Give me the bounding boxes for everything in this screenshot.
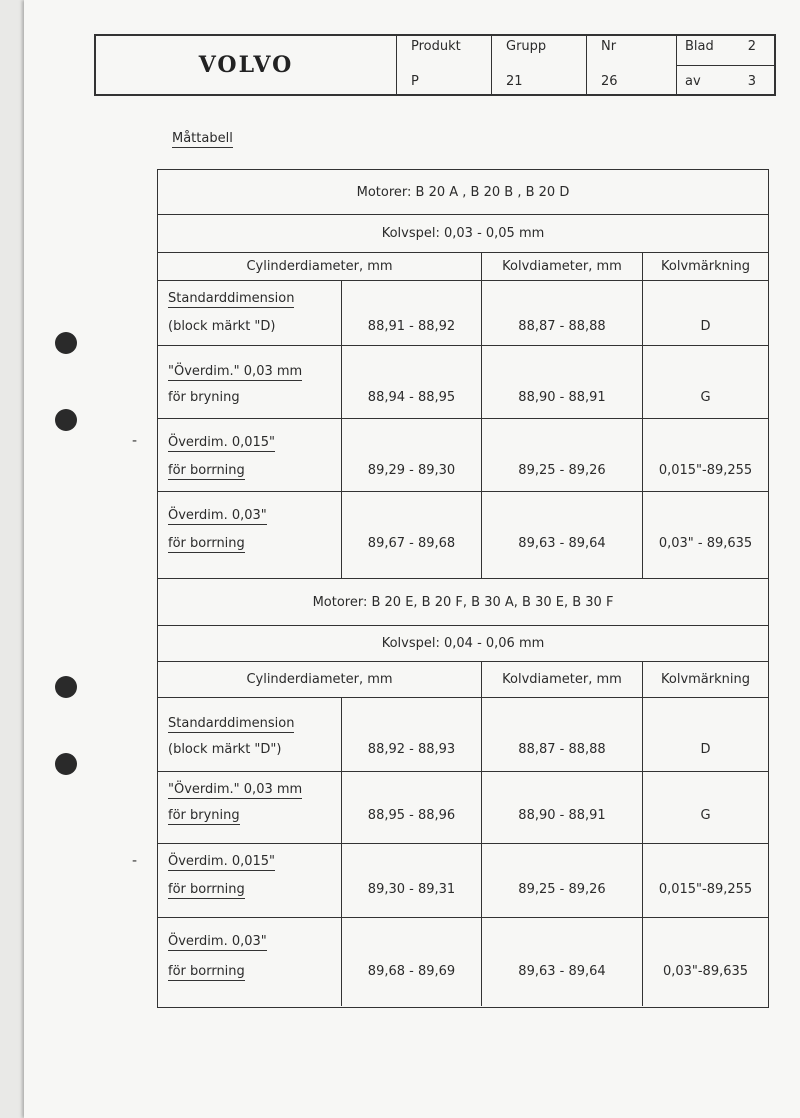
row-label-1: Överdim. 0,03" [168, 934, 267, 949]
piston-value: 89,25 - 89,26 [518, 882, 606, 897]
piston-value: 89,25 - 89,26 [518, 463, 606, 478]
cylinder-value: 89,68 - 89,69 [367, 964, 456, 979]
col-piston-marking: Kolvmärkning [642, 253, 768, 280]
blad-cell [676, 36, 774, 94]
nr-label: Nr [601, 39, 617, 54]
row-label-1: Överdim. 0,015" [168, 854, 276, 869]
column-header-row [158, 661, 768, 697]
page-title: Måttabell [172, 131, 233, 146]
marking-value: G [700, 808, 711, 823]
column-header-row [158, 252, 768, 280]
engines-heading: Motorer: B 20 E, B 20 F, B 30 A, B 30 E, B 30 F [312, 594, 614, 610]
piston-value: 88,87 - 88,88 [518, 742, 606, 757]
brand-logo: VOLVO [198, 52, 294, 78]
col-cylinder-diameter: Cylinderdiameter, mm [246, 672, 393, 687]
col-piston-diameter: Kolvdiameter, mm [481, 253, 642, 280]
punch-hole-2 [55, 409, 77, 431]
col-cylinder-diameter: Cylinderdiameter, mm [246, 259, 393, 274]
piston-value: 88,90 - 88,91 [518, 390, 606, 405]
cylinder-value: 88,92 - 88,93 [367, 742, 456, 757]
nr-value: 26 [601, 74, 618, 89]
row-label-1: Standarddimension [168, 716, 295, 731]
punch-hole-1 [55, 332, 77, 354]
grupp-value: 21 [506, 74, 523, 89]
marking-value: 0,03" - 89,635 [658, 536, 753, 551]
marking-value: 0,03"-89,635 [662, 964, 749, 979]
marking-value: 0,015"-89,255 [658, 463, 753, 478]
row-label-2: för borrning [168, 964, 245, 979]
col-piston-marking: Kolvmärkning [642, 662, 768, 697]
table-row [158, 345, 768, 418]
punch-hole-4 [55, 753, 77, 775]
piston-value: 89,63 - 89,64 [518, 536, 606, 551]
table-row [158, 418, 768, 491]
piston-value: 88,90 - 88,91 [518, 808, 606, 823]
margin-mark: - [132, 433, 138, 449]
table-row [158, 843, 768, 917]
produkt-cell [396, 36, 491, 94]
engines-heading: Motorer: B 20 A , B 20 B , B 20 D [356, 184, 570, 200]
dimension-table-1 [157, 169, 769, 579]
clearance-heading: Kolvspel: 0,03 - 0,05 mm [158, 214, 768, 252]
produkt-label: Produkt [411, 39, 461, 54]
margin-mark: - [132, 853, 138, 869]
piston-value: 89,63 - 89,64 [518, 964, 606, 979]
av-label: av [685, 74, 701, 89]
cylinder-value: 89,30 - 89,31 [367, 882, 456, 897]
table-row [158, 917, 768, 1006]
blad-label: Blad [685, 39, 714, 54]
row-label-1: "Överdim." 0,03 mm [168, 364, 303, 379]
marking-value: D [700, 319, 711, 334]
row-label-1: Överdim. 0,03" [168, 508, 267, 523]
cylinder-value: 89,29 - 89,30 [367, 463, 456, 478]
blad-value: 2 [747, 39, 756, 54]
table-row [158, 697, 768, 771]
row-label-2: för bryning [168, 808, 240, 823]
row-label-1: Överdim. 0,015" [168, 435, 276, 450]
row-label-2: (block märkt "D") [168, 742, 282, 757]
marking-value: G [700, 390, 711, 405]
cylinder-value: 88,95 - 88,96 [367, 808, 456, 823]
table-row [158, 280, 768, 345]
table-row [158, 491, 768, 578]
av-value: 3 [747, 74, 756, 89]
punch-hole-3 [55, 676, 77, 698]
clearance-heading: Kolvspel: 0,04 - 0,06 mm [158, 625, 768, 661]
dimension-table-2 [157, 579, 769, 1008]
col-piston-diameter: Kolvdiameter, mm [481, 662, 642, 697]
document-header [94, 34, 776, 96]
marking-value: D [700, 742, 711, 757]
cylinder-value: 89,67 - 89,68 [367, 536, 456, 551]
row-label-2: (block märkt "D) [168, 319, 276, 334]
nr-cell [586, 36, 676, 94]
table-row [158, 771, 768, 843]
marking-value: 0,015"-89,255 [658, 882, 753, 897]
row-label-1: Standarddimension [168, 291, 295, 306]
row-label-2: för borrning [168, 536, 245, 551]
row-label-1: "Överdim." 0,03 mm [168, 782, 303, 797]
row-label-2: för borrning [168, 463, 245, 478]
row-label-2: för borrning [168, 882, 245, 897]
cylinder-value: 88,91 - 88,92 [367, 319, 456, 334]
grupp-label: Grupp [506, 39, 547, 54]
piston-value: 88,87 - 88,88 [518, 319, 606, 334]
grupp-cell [491, 36, 586, 94]
produkt-value: P [411, 74, 419, 89]
row-label-2: för bryning [168, 390, 240, 405]
cylinder-value: 88,94 - 88,95 [367, 390, 456, 405]
